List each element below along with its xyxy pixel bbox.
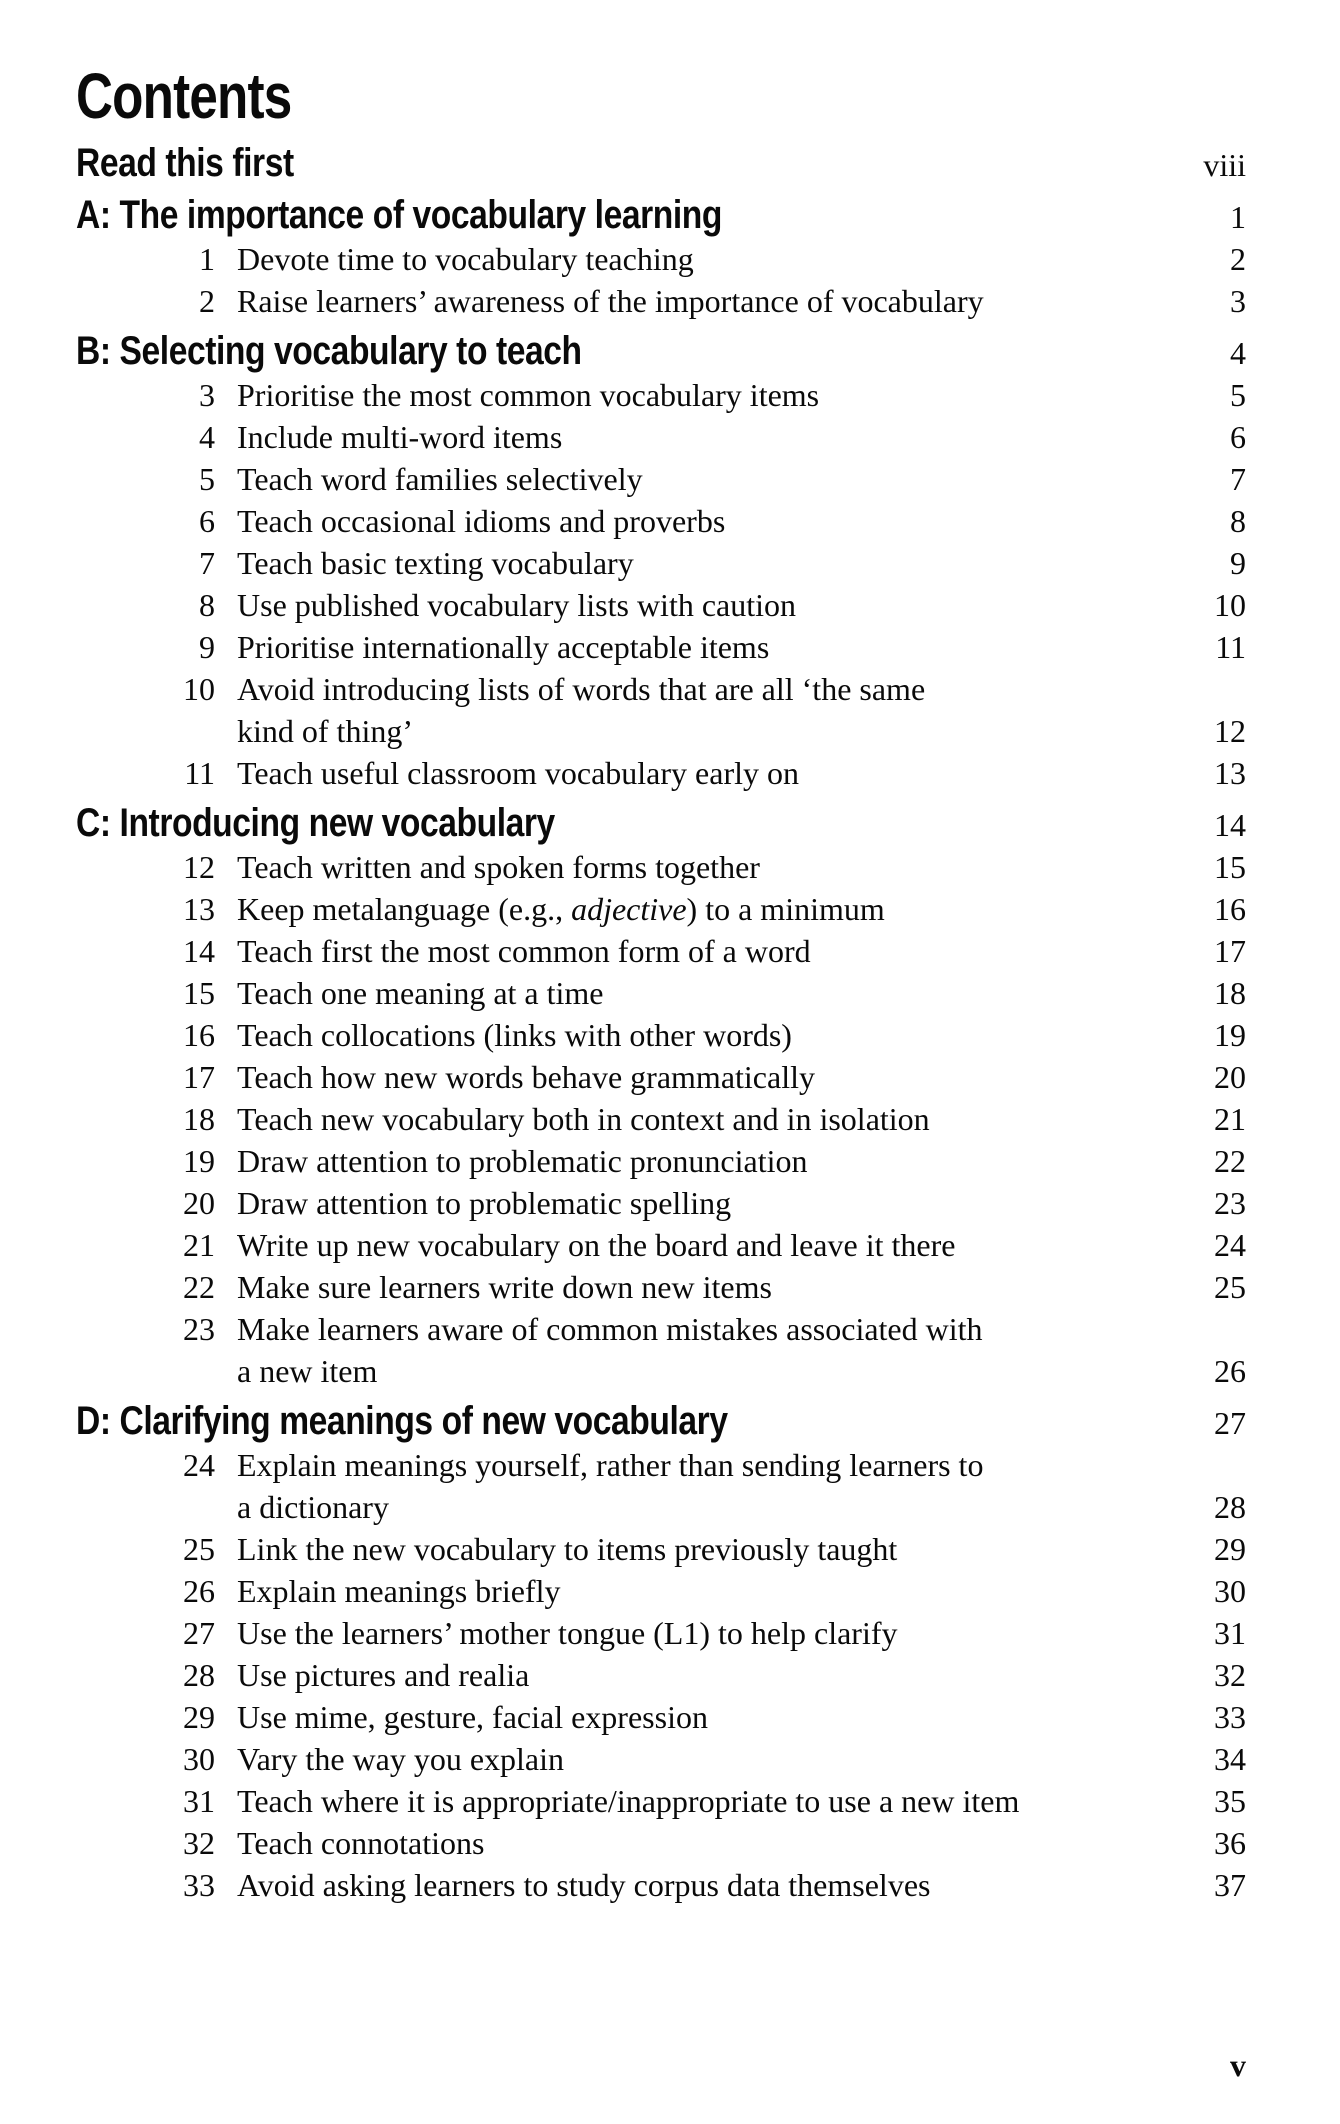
item-page-number: 26 xyxy=(1214,1353,1246,1389)
item-page-number: 35 xyxy=(1214,1783,1246,1819)
item-title xyxy=(215,1696,708,1738)
item-title xyxy=(215,1570,560,1612)
item-title-line: Link the new vocabulary to items previously taught xyxy=(237,1531,898,1567)
toc-section-heading-label-text: B: Selecting vocabulary to teach xyxy=(76,329,582,373)
item-number: 17 xyxy=(183,1059,215,1095)
item-page-number: 16 xyxy=(1214,891,1246,927)
item-title xyxy=(215,374,819,416)
item-title xyxy=(215,752,799,794)
item-title-line: Prioritise the most common vocabulary items xyxy=(237,377,820,413)
item-number: 4 xyxy=(199,419,215,455)
item-title-line: Teach occasional idioms and proverbs xyxy=(237,503,726,539)
item-title xyxy=(215,1612,897,1654)
item-number: 18 xyxy=(183,1101,215,1137)
item-title-line: Make sure learners write down new items xyxy=(237,1269,772,1305)
toc-section-heading-label xyxy=(76,330,678,372)
toc-item-row xyxy=(76,280,1246,322)
item-number: 16 xyxy=(183,1017,215,1053)
item-number: 33 xyxy=(183,1867,215,1903)
item-title xyxy=(215,930,811,972)
item-title-line: Prioritise internationally acceptable items xyxy=(237,629,770,665)
item-title-line: a new item xyxy=(237,1353,378,1389)
item-title xyxy=(215,1864,930,1906)
item-page-number: 24 xyxy=(1214,1227,1246,1263)
item-page-number: 15 xyxy=(1214,849,1246,885)
toc-item-row xyxy=(76,888,1246,930)
item-number: 32 xyxy=(183,1825,215,1861)
item-number: 21 xyxy=(183,1227,215,1263)
item-page-number: 28 xyxy=(1214,1489,1246,1525)
item-number: 11 xyxy=(184,755,215,791)
item-number: 22 xyxy=(183,1269,215,1305)
toc-item-row xyxy=(76,1140,1246,1182)
item-title xyxy=(215,1182,731,1224)
item-number: 13 xyxy=(183,891,215,927)
item-page-number: 31 xyxy=(1214,1615,1246,1651)
item-page-number: 37 xyxy=(1214,1867,1246,1903)
item-title-line: Write up new vocabulary on the board and leave it there xyxy=(237,1227,956,1263)
item-page-number: 8 xyxy=(1230,503,1246,539)
toc-item-row xyxy=(76,1098,1246,1140)
item-page-number: 19 xyxy=(1214,1017,1246,1053)
item-number: 30 xyxy=(183,1741,215,1777)
item-number: 9 xyxy=(199,629,215,665)
item-title-line: Vary the way you explain xyxy=(237,1741,565,1777)
folio-page-number: v xyxy=(1230,2047,1246,2083)
toc-section-heading-page-number: 4 xyxy=(1230,335,1246,371)
item-page-number: 36 xyxy=(1214,1825,1246,1861)
item-title-line: Use pictures and realia xyxy=(237,1657,530,1693)
item-number: 7 xyxy=(199,545,215,581)
item-page-number: 23 xyxy=(1214,1185,1246,1221)
item-title-line: Draw attention to problematic spelling xyxy=(237,1185,732,1221)
item-title-line: Teach first the most common form of a word xyxy=(237,933,811,969)
item-title-line: Avoid introducing lists of words that are all ‘the same xyxy=(237,671,926,707)
item-number: 1 xyxy=(199,241,215,277)
toc-item-row xyxy=(76,374,1246,416)
item-title-line: Teach how new words behave grammatically xyxy=(237,1059,815,1095)
toc-front-matter-row-page-number: viii xyxy=(1203,147,1246,183)
item-number: 26 xyxy=(183,1573,215,1609)
item-title-line: a dictionary xyxy=(237,1489,389,1525)
item-title xyxy=(215,416,562,458)
item-number: 14 xyxy=(183,933,215,969)
item-page-number: 6 xyxy=(1230,419,1246,455)
item-title xyxy=(215,1308,983,1392)
item-page-number: 11 xyxy=(1215,629,1246,665)
item-title-line: Use published vocabulary lists with caution xyxy=(237,587,797,623)
item-number: 27 xyxy=(183,1615,215,1651)
item-page-number: 17 xyxy=(1214,933,1246,969)
item-page-number: 30 xyxy=(1214,1573,1246,1609)
item-page-number: 21 xyxy=(1214,1101,1246,1137)
toc-section-heading-page-number: 14 xyxy=(1214,807,1246,843)
toc-content xyxy=(76,60,1246,1906)
item-page-number: 29 xyxy=(1214,1531,1246,1567)
toc-section-heading-page-number: 1 xyxy=(1230,199,1246,235)
item-page-number: 34 xyxy=(1214,1741,1246,1777)
item-title xyxy=(215,584,796,626)
item-page-number: 32 xyxy=(1214,1657,1246,1693)
item-title-line: Teach collocations (links with other words) xyxy=(237,1017,792,1053)
item-title-line: Include multi-word items xyxy=(237,419,563,455)
item-title xyxy=(215,626,769,668)
page-title xyxy=(76,60,1246,132)
item-title xyxy=(215,668,925,752)
toc-item-row xyxy=(76,1308,1246,1392)
item-page-number: 12 xyxy=(1214,713,1246,749)
toc-section-heading xyxy=(76,330,1246,374)
toc-item-row xyxy=(76,752,1246,794)
item-title-line: Teach basic texting vocabulary xyxy=(237,545,634,581)
item-title xyxy=(215,280,984,322)
item-number: 10 xyxy=(183,671,215,707)
item-title-line: Explain meanings briefly xyxy=(237,1573,561,1609)
toc-front-matter-row-label-text: Read this first xyxy=(76,141,294,185)
toc-item-row xyxy=(76,668,1246,752)
item-title-segment: Keep metalanguage (e.g., xyxy=(237,891,572,927)
item-number: 19 xyxy=(183,1143,215,1179)
item-title xyxy=(215,500,725,542)
toc-section-heading xyxy=(76,1400,1246,1444)
toc-section-heading xyxy=(76,802,1246,846)
item-title xyxy=(215,888,885,930)
item-page-number: 20 xyxy=(1214,1059,1246,1095)
item-title xyxy=(215,1098,930,1140)
item-title-italic-segment: adjective xyxy=(571,891,687,927)
toc-item-row xyxy=(76,542,1246,584)
item-title-line: Use the learners’ mother tongue (L1) to help clarify xyxy=(237,1615,898,1651)
item-title xyxy=(215,1738,564,1780)
item-title xyxy=(215,1266,772,1308)
item-number: 31 xyxy=(183,1783,215,1819)
item-title-line: Devote time to vocabulary teaching xyxy=(237,241,694,277)
item-title-line: Avoid asking learners to study corpus data themselves xyxy=(237,1867,931,1903)
item-title xyxy=(215,972,603,1014)
toc-item-row xyxy=(76,238,1246,280)
table-of-contents xyxy=(76,142,1246,1906)
toc-item-row xyxy=(76,458,1246,500)
item-title-line: Make learners aware of common mistakes associated with xyxy=(237,1311,983,1347)
item-title xyxy=(215,1780,1019,1822)
toc-section-heading xyxy=(76,194,1246,238)
item-title-line: Draw attention to problematic pronunciation xyxy=(237,1143,808,1179)
item-number: 15 xyxy=(183,975,215,1011)
item-title-line: Explain meanings yourself, rather than sending learners to xyxy=(237,1447,984,1483)
toc-item-row xyxy=(76,500,1246,542)
item-title xyxy=(215,1528,897,1570)
item-page-number: 22 xyxy=(1214,1143,1246,1179)
item-number: 12 xyxy=(183,849,215,885)
item-title xyxy=(215,846,760,888)
item-title xyxy=(215,1014,792,1056)
item-page-number: 25 xyxy=(1214,1269,1246,1305)
toc-item-row xyxy=(76,1570,1246,1612)
toc-item-row xyxy=(76,1182,1246,1224)
toc-section-heading-label-text: D: Clarifying meanings of new vocabulary xyxy=(76,1399,728,1443)
toc-item-row xyxy=(76,416,1246,458)
item-page-number: 13 xyxy=(1214,755,1246,791)
item-page-number: 3 xyxy=(1230,283,1246,319)
toc-item-row xyxy=(76,1822,1246,1864)
item-page-number: 10 xyxy=(1214,587,1246,623)
item-title-segment: ) to a minimum xyxy=(686,891,885,927)
toc-item-row xyxy=(76,1014,1246,1056)
toc-section-heading-label-text: C: Introducing new vocabulary xyxy=(76,801,555,845)
item-page-number: 5 xyxy=(1230,377,1246,413)
item-title-line: Raise learners’ awareness of the importance of vocabulary xyxy=(237,283,984,319)
toc-item-row xyxy=(76,846,1246,888)
toc-item-row xyxy=(76,1266,1246,1308)
item-title xyxy=(215,1140,808,1182)
item-page-number: 9 xyxy=(1230,545,1246,581)
toc-item-row xyxy=(76,626,1246,668)
item-title-line: Teach new vocabulary both in context and in isolation xyxy=(237,1101,930,1137)
item-title-line: Teach connotations xyxy=(237,1825,485,1861)
item-title-line: Teach written and spoken forms together xyxy=(237,849,760,885)
item-number: 24 xyxy=(183,1447,215,1483)
toc-item-row xyxy=(76,1654,1246,1696)
toc-section-heading-label-text: A: The importance of vocabulary learning xyxy=(76,193,722,237)
item-page-number: 33 xyxy=(1214,1699,1246,1735)
item-title-line xyxy=(237,888,885,930)
toc-front-matter-row xyxy=(76,142,1246,186)
item-number: 23 xyxy=(183,1311,215,1347)
item-number: 8 xyxy=(199,587,215,623)
item-title xyxy=(215,542,634,584)
toc-item-row xyxy=(76,1738,1246,1780)
page-title-text: Contents xyxy=(76,60,292,132)
item-title-line: Teach where it is appropriate/inappropriate to use a new item xyxy=(237,1783,1020,1819)
toc-item-row xyxy=(76,1612,1246,1654)
toc-item-row xyxy=(76,1444,1246,1528)
toc-item-row xyxy=(76,1780,1246,1822)
item-title-line: kind of thing’ xyxy=(237,713,413,749)
toc-item-row xyxy=(76,1528,1246,1570)
item-number: 25 xyxy=(183,1531,215,1567)
item-title xyxy=(215,1654,529,1696)
item-title xyxy=(215,458,643,500)
toc-item-row xyxy=(76,1224,1246,1266)
item-page-number: 2 xyxy=(1230,241,1246,277)
item-title xyxy=(215,238,694,280)
item-title xyxy=(215,1444,983,1528)
item-number: 2 xyxy=(199,283,215,319)
item-number: 29 xyxy=(183,1699,215,1735)
item-title-line: Use mime, gesture, facial expression xyxy=(237,1699,708,1735)
toc-section-heading-label xyxy=(76,802,646,844)
item-number: 3 xyxy=(199,377,215,413)
toc-item-row xyxy=(76,1056,1246,1098)
item-title xyxy=(215,1056,815,1098)
toc-section-heading-label xyxy=(76,194,845,236)
item-title xyxy=(215,1224,955,1266)
item-title-line: Teach one meaning at a time xyxy=(237,975,604,1011)
item-number: 5 xyxy=(199,461,215,497)
item-number: 20 xyxy=(183,1185,215,1221)
item-title-line: Teach word families selectively xyxy=(237,461,643,497)
item-page-number: 18 xyxy=(1214,975,1246,1011)
item-title-line: Teach useful classroom vocabulary early on xyxy=(237,755,799,791)
item-title xyxy=(215,1822,484,1864)
toc-item-row xyxy=(76,1864,1246,1906)
item-number: 28 xyxy=(183,1657,215,1693)
item-number: 6 xyxy=(199,503,215,539)
toc-front-matter-row-label xyxy=(76,142,335,184)
toc-item-row xyxy=(76,584,1246,626)
item-page-number: 7 xyxy=(1230,461,1246,497)
toc-section-heading-label xyxy=(76,1400,852,1442)
toc-item-row xyxy=(76,930,1246,972)
toc-item-row xyxy=(76,972,1246,1014)
toc-section-heading-page-number: 27 xyxy=(1214,1405,1246,1441)
toc-item-row xyxy=(76,1696,1246,1738)
